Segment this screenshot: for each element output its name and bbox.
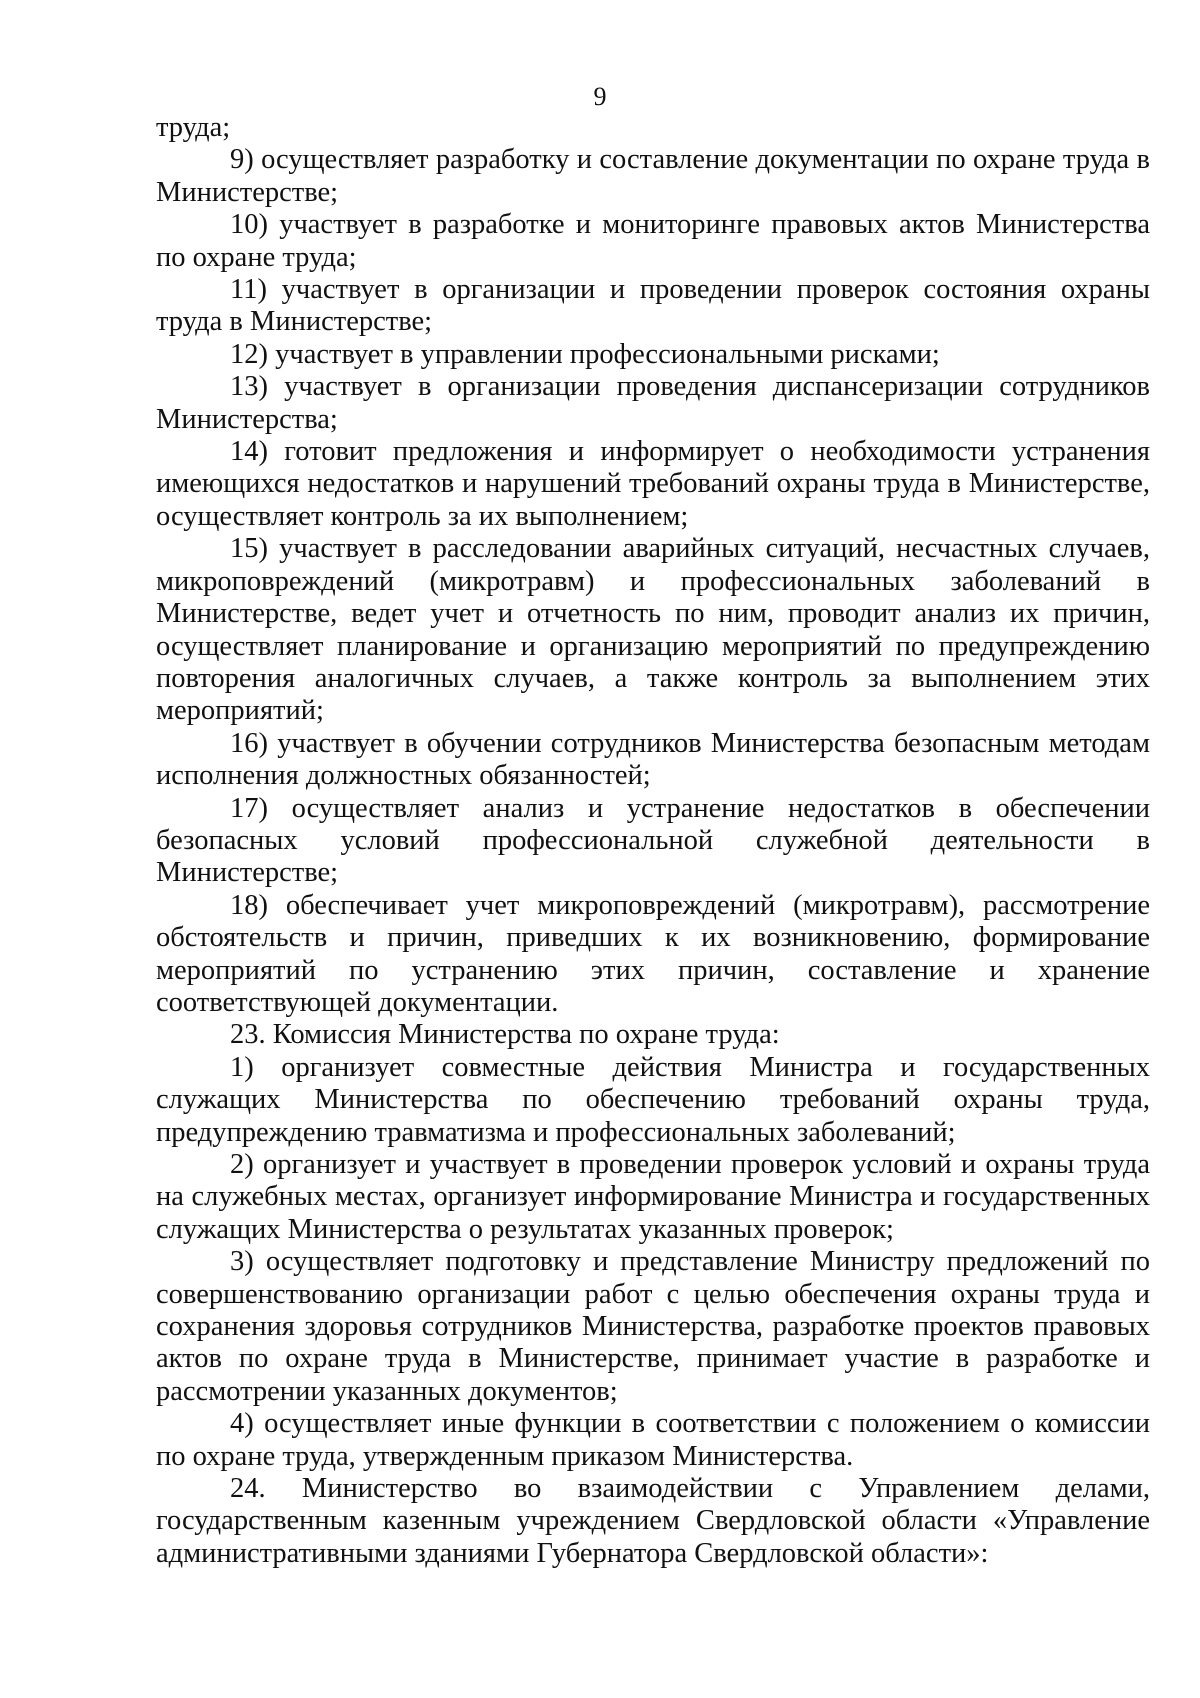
section-23-heading: 23. Комиссия Министерства по охране труда: <box>230 1019 780 1051</box>
list-item-9: 9) осуществляет разработку и составление документации по охране труда в Министерстве; <box>156 144 1150 208</box>
list-item-18: 18) обеспечивает учет микроповреждений (микротравм), рассмотрение обстоятельств и причин, приведших к их возникновению, формирование мероприятий по устранению этих причин, составление и хранение соответствующей документации. <box>156 889 1150 1018</box>
document-body <box>156 112 1150 1570</box>
section-23-item-1: 1) организует совместные действия Министра и государственных служащих Министерства по обеспечению требований охраны труда, предупреждению травматизма и профессиональных заболеваний; <box>156 1051 1150 1148</box>
list-item-15: 15) участвует в расследовании аварийных ситуаций, несчастных случаев, микроповреждений (микротравм) и профессиональных заболеваний в Министерстве, ведет учет и отчетность по ним, проводит анализ их причин, осуществляет планирование и организацию мероприятий по предупреждению повторения аналогичных случаев, а также контроль за выполнением этих мероприятий; <box>156 533 1150 727</box>
section-23-item-4: 4) осуществляет иные функции в соответствии с положением о комиссии по охране труда, утвержденным приказом Министерства. <box>156 1408 1150 1472</box>
list-item-11: 11) участвует в организации и проведении проверок состояния охраны труда в Министерстве; <box>156 274 1150 338</box>
list-item-10: 10) участвует в разработке и мониторинге правовых актов Министерства по охране труда; <box>156 209 1150 273</box>
section-23-item-3: 3) осуществляет подготовку и представление Министру предложений по совершенствованию организации работ с целью обеспечения охраны труда и сохранения здоровья сотрудников Министерства, разработке проектов правовых актов по охране труда в Министерстве, принимает участие в разработке и рассмотрении указанных документов; <box>156 1246 1150 1407</box>
list-item-14: 14) готовит предложения и информирует о необходимости устранения имеющихся недостатков и нарушений требований охраны труда в Министерстве, осуществляет контроль за их выполнением; <box>156 436 1150 532</box>
page-number: 9 <box>593 82 607 111</box>
section-24-heading: 24. Министерство во взаимодействии с Управлением делами, государственным казенным учреждением Свердловской области «Управление административными зданиями Губернатора Свердловской области»: <box>156 1473 1150 1569</box>
list-item-17: 17) осуществляет анализ и устранение недостатков в обеспечении безопасных условий профессиональной служебной деятельности в Министерстве; <box>156 792 1150 889</box>
list-item-13: 13) участвует в организации проведения диспансеризации сотрудников Министерства; <box>156 371 1150 435</box>
paragraph-continuation: труда; <box>156 112 231 143</box>
list-item-12: 12) участвует в управлении профессиональными рисками; <box>230 338 940 370</box>
section-23-item-2: 2) организует и участвует в проведении проверок условий и охраны труда на служебных местах, организует информирование Министра и государственных служащих Министерства о результатах указанных проверок; <box>156 1149 1150 1245</box>
list-item-16: 16) участвует в обучении сотрудников Министерства безопасным методам исполнения должностных обязанностей; <box>156 727 1150 792</box>
